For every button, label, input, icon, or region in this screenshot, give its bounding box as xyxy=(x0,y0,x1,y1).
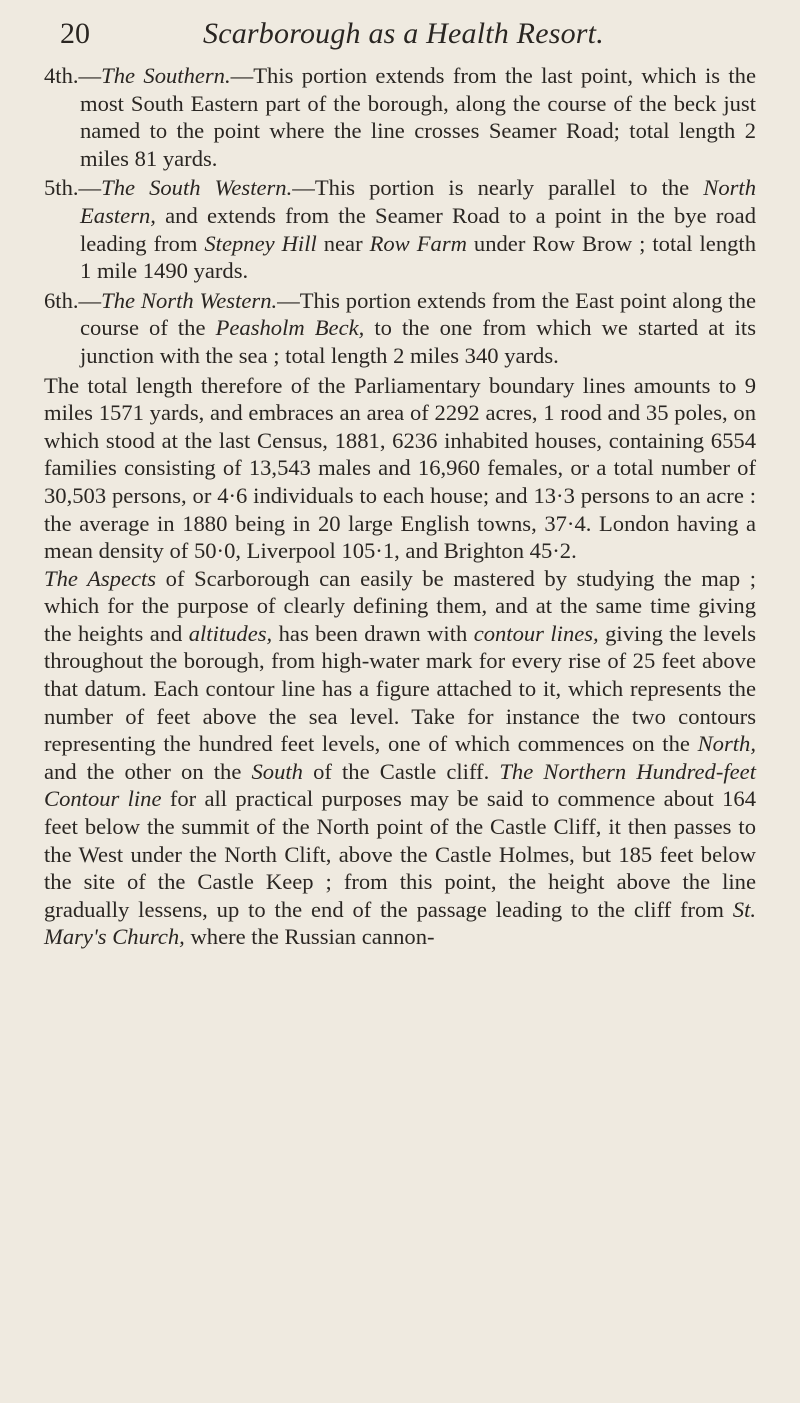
entry-ordinal: 5th. xyxy=(44,175,79,201)
entry-italic-term: Peasholm Beck, xyxy=(215,315,365,341)
boundary-entry-south-western xyxy=(44,174,756,284)
aspects-text: of the Castle cliff. xyxy=(302,758,500,784)
aspects-italic-term: The Aspects xyxy=(44,565,157,591)
running-head xyxy=(60,14,700,54)
aspects-italic-term: South xyxy=(251,758,303,784)
entry-text: and extends from the Seamer Road to a point in the bye road leading from xyxy=(80,202,756,256)
paragraph-aspects xyxy=(44,565,756,951)
aspects-text: giving the levels throughout the borough, from high-water mark for every rise of 25 feet above that datum. Each contour line has a figure attached to it, which represents the number of feet above the sea level. Take for instance the two contours representing the hundred feet levels, one of which commences on the xyxy=(44,620,757,757)
entry-ordinal: 6th. xyxy=(44,287,79,313)
entry-ordinal: 4th. xyxy=(44,63,79,88)
entry-text: —This portion extends from the East point along the course of the xyxy=(80,287,757,341)
aspects-text: of Scarborough can easily be mastered by studying the map ; which for the purpose of clearly defining them, and at the same time giving the heights and xyxy=(44,565,756,646)
page-number: 20 xyxy=(60,17,90,50)
aspects-italic-term: contour lines, xyxy=(473,620,599,646)
entry-dash: — xyxy=(78,287,102,313)
aspects-italic-term: St. Mary's Church, xyxy=(44,896,756,950)
entry-text: —This portion extends from the last point, which is the most South Eastern part of the borough, along the course of the beck just named to the point where the line crosses Seamer Road; total length 2 miles 81 yards. xyxy=(80,63,756,171)
aspects-text: where the Russian cannon- xyxy=(184,924,435,950)
entry-text: —This portion is nearly parallel to the xyxy=(292,175,704,201)
aspects-italic-term: altitudes, xyxy=(188,620,273,646)
aspects-italic-term: North, xyxy=(697,731,756,757)
boundary-entry-southern xyxy=(44,62,756,172)
aspects-text: and the other on the xyxy=(44,758,252,784)
entry-text: near xyxy=(316,230,370,256)
entry-text: to the one from which we started at its junction with the sea ; total length 2 miles 340 yards. xyxy=(80,315,756,368)
entry-name: The North Western. xyxy=(101,287,278,313)
entry-name: The South Western. xyxy=(101,175,293,201)
boundary-entry-north-western xyxy=(44,287,756,370)
entry-dash: — xyxy=(78,63,102,88)
aspects-text: has been drawn with xyxy=(272,620,474,646)
entry-italic-term: North Eastern, xyxy=(80,175,756,228)
entry-dash: — xyxy=(78,175,102,201)
aspects-italic-term: The Northern Hundred-feet Contour line xyxy=(44,758,756,812)
entry-italic-term: Stepney Hill xyxy=(204,230,317,256)
entry-italic-term: Row Farm xyxy=(369,230,467,256)
entry-text: under Row Brow ; total length 1 mile 1490 yards. xyxy=(80,230,756,284)
aspects-text: for all practical purposes may be said to commence about 164 feet below the summit of the North point of the Castle Cliff, it then passes to the West under the North Clift, above the Castle Holmes, but 185 feet below the site of the Castle Keep ; from this point, the height above the line gradually lessens, up to the end of the passage leading to the cliff from xyxy=(44,786,756,922)
paragraph-totals: The total length therefore of the Parliamentary boundary lines amounts to 9 miles 1571 yards, and embraces an area of 2292 acres, 1 rood and 35 poles, on which stood at the last Census, 1881, 6236 inhabited houses, containing 6554 families consisting of 13,543 males and 16,960 females, or a total number of 30,503 persons, or 4·6 individuals to each house; and 13·3 persons to an acre : the average in 1880 being in 20 large English towns, 37·4. London having a mean density of 50·0, Liverpool 105·1, and Brighton 45·2. xyxy=(44,372,756,564)
body-text xyxy=(44,62,756,951)
running-title: Scarborough as a Health Resort. xyxy=(203,17,604,50)
entry-name: The Southern. xyxy=(101,63,231,88)
